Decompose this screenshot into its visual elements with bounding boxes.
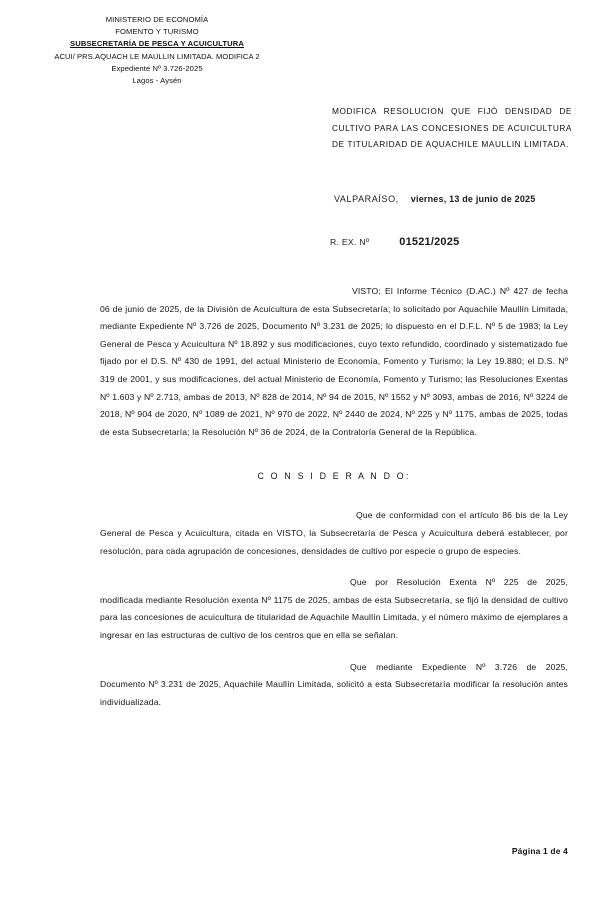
resolution-number: 01521/2025 xyxy=(399,236,460,248)
considerando-paragraph-2: Que por Resolución Exenta Nº 225 de 2025, modificada mediante Resolución exenta Nº 1175 de 2025, ambas de esta Subsecretaría, se fijó la densidad de cultivo para las concesiones de acuicultura de titularidad de Aquachile Maullín Limitada, y el número máximo de ejemplares a ingresar en las estructuras de cultivo de los centros que en ella se señalan. xyxy=(100,577,568,640)
ministry-line-2: FOMENTO Y TURISMO xyxy=(115,27,199,37)
regions-label: Lagos - Aysén xyxy=(132,76,182,86)
ministry-line-1: MINISTERIO DE ECONOMÍA xyxy=(105,15,209,24)
file-number: Expediente Nº 3.726-2025 xyxy=(111,63,203,73)
considerando-paragraph-1: Que de conformidad con el artículo 86 bis de la Ley General de Pesca y Acuicultura, citada en VISTO, la Subsecretaría de Pesca y Acuicultura deberá establecer, por resolución, para cada agrupación de concesiones, densidades de cultivo por especie o grupo de especies. xyxy=(100,510,568,556)
resolution-label: R. EX. Nº xyxy=(330,237,370,247)
agency-name: SUBSECRETARÍA DE PESCA Y ACUICULTURA xyxy=(69,39,245,49)
place-date-line xyxy=(334,194,535,204)
considerando-heading: C O N S I D E R A N D O: xyxy=(257,471,411,482)
date-label: viernes, 13 de junio de 2025 xyxy=(410,194,536,204)
page-indicator: Página 1 de 4 xyxy=(511,846,568,856)
document-header xyxy=(22,14,292,87)
resolution-number-line xyxy=(330,236,459,248)
place-label: VALPARAÍSO, xyxy=(334,194,399,204)
reference-code: ACUI/ PRS.AQUACH LE MAULLIN LIMITADA. MODIFICA 2 xyxy=(54,51,260,61)
document-body xyxy=(100,283,568,725)
considerando-paragraph-3: Que mediante Expediente Nº 3.726 de 2025, Documento Nº 3.231 de 2025, Aquachile Maullín Limitada, solicitó a esta Subsecretaría modificar la resolución antes individualizada. xyxy=(100,661,568,707)
subject-block: MODIFICA RESOLUCION QUE FIJÓ DENSIDAD DE CULTIVO PARA LAS CONCESIONES DE ACUICULTURA DE TITULARIDAD DE AQUACHILE MAULLIN LIMITADA. xyxy=(332,106,572,149)
visto-paragraph: VISTO: El Informe Técnico (D.AC.) Nº 427 de fecha 06 de junio de 2025, de la División de Acuicultura de esta Subsecretaría; lo solicitado por Aquachile Maullín Limitada, mediante Expediente Nº 3.726 de 2025, Documento Nº 3.231 de 2025; lo dispuesto en el D.F.L. Nº 5 de 1983; la Ley General de Pesca y Acuicultura Nº 18.892 y sus modificaciones, cuyo texto refundido, coordinado y sistematizado fue fijado por el D.S. Nº 430 de 1991, del actual Ministerio de Economía, Fomento y Turismo; la Ley 19.880; el D.S. Nº 319 de 2001, y sus modificaciones, del actual Ministerio de Economía, Fomento y Turismo; las Resoluciones Exentas Nº 1.603 y Nº 2.713, ambas de 2013, Nº 828 de 2014, Nº 94 de 2015, Nº 1552 y Nº 3093, ambas de 2016, Nº 3224 de 2018, Nº 904 de 2020, Nº 1089 de 2021, Nº 970 de 2022, Nº 2440 de 2024, Nº 225 y Nº 1175, ambas de 2025, todas de esta Subsecretaría; la Resolución Nº 36 de 2024, de la Contraloría General de la República. xyxy=(100,286,568,437)
